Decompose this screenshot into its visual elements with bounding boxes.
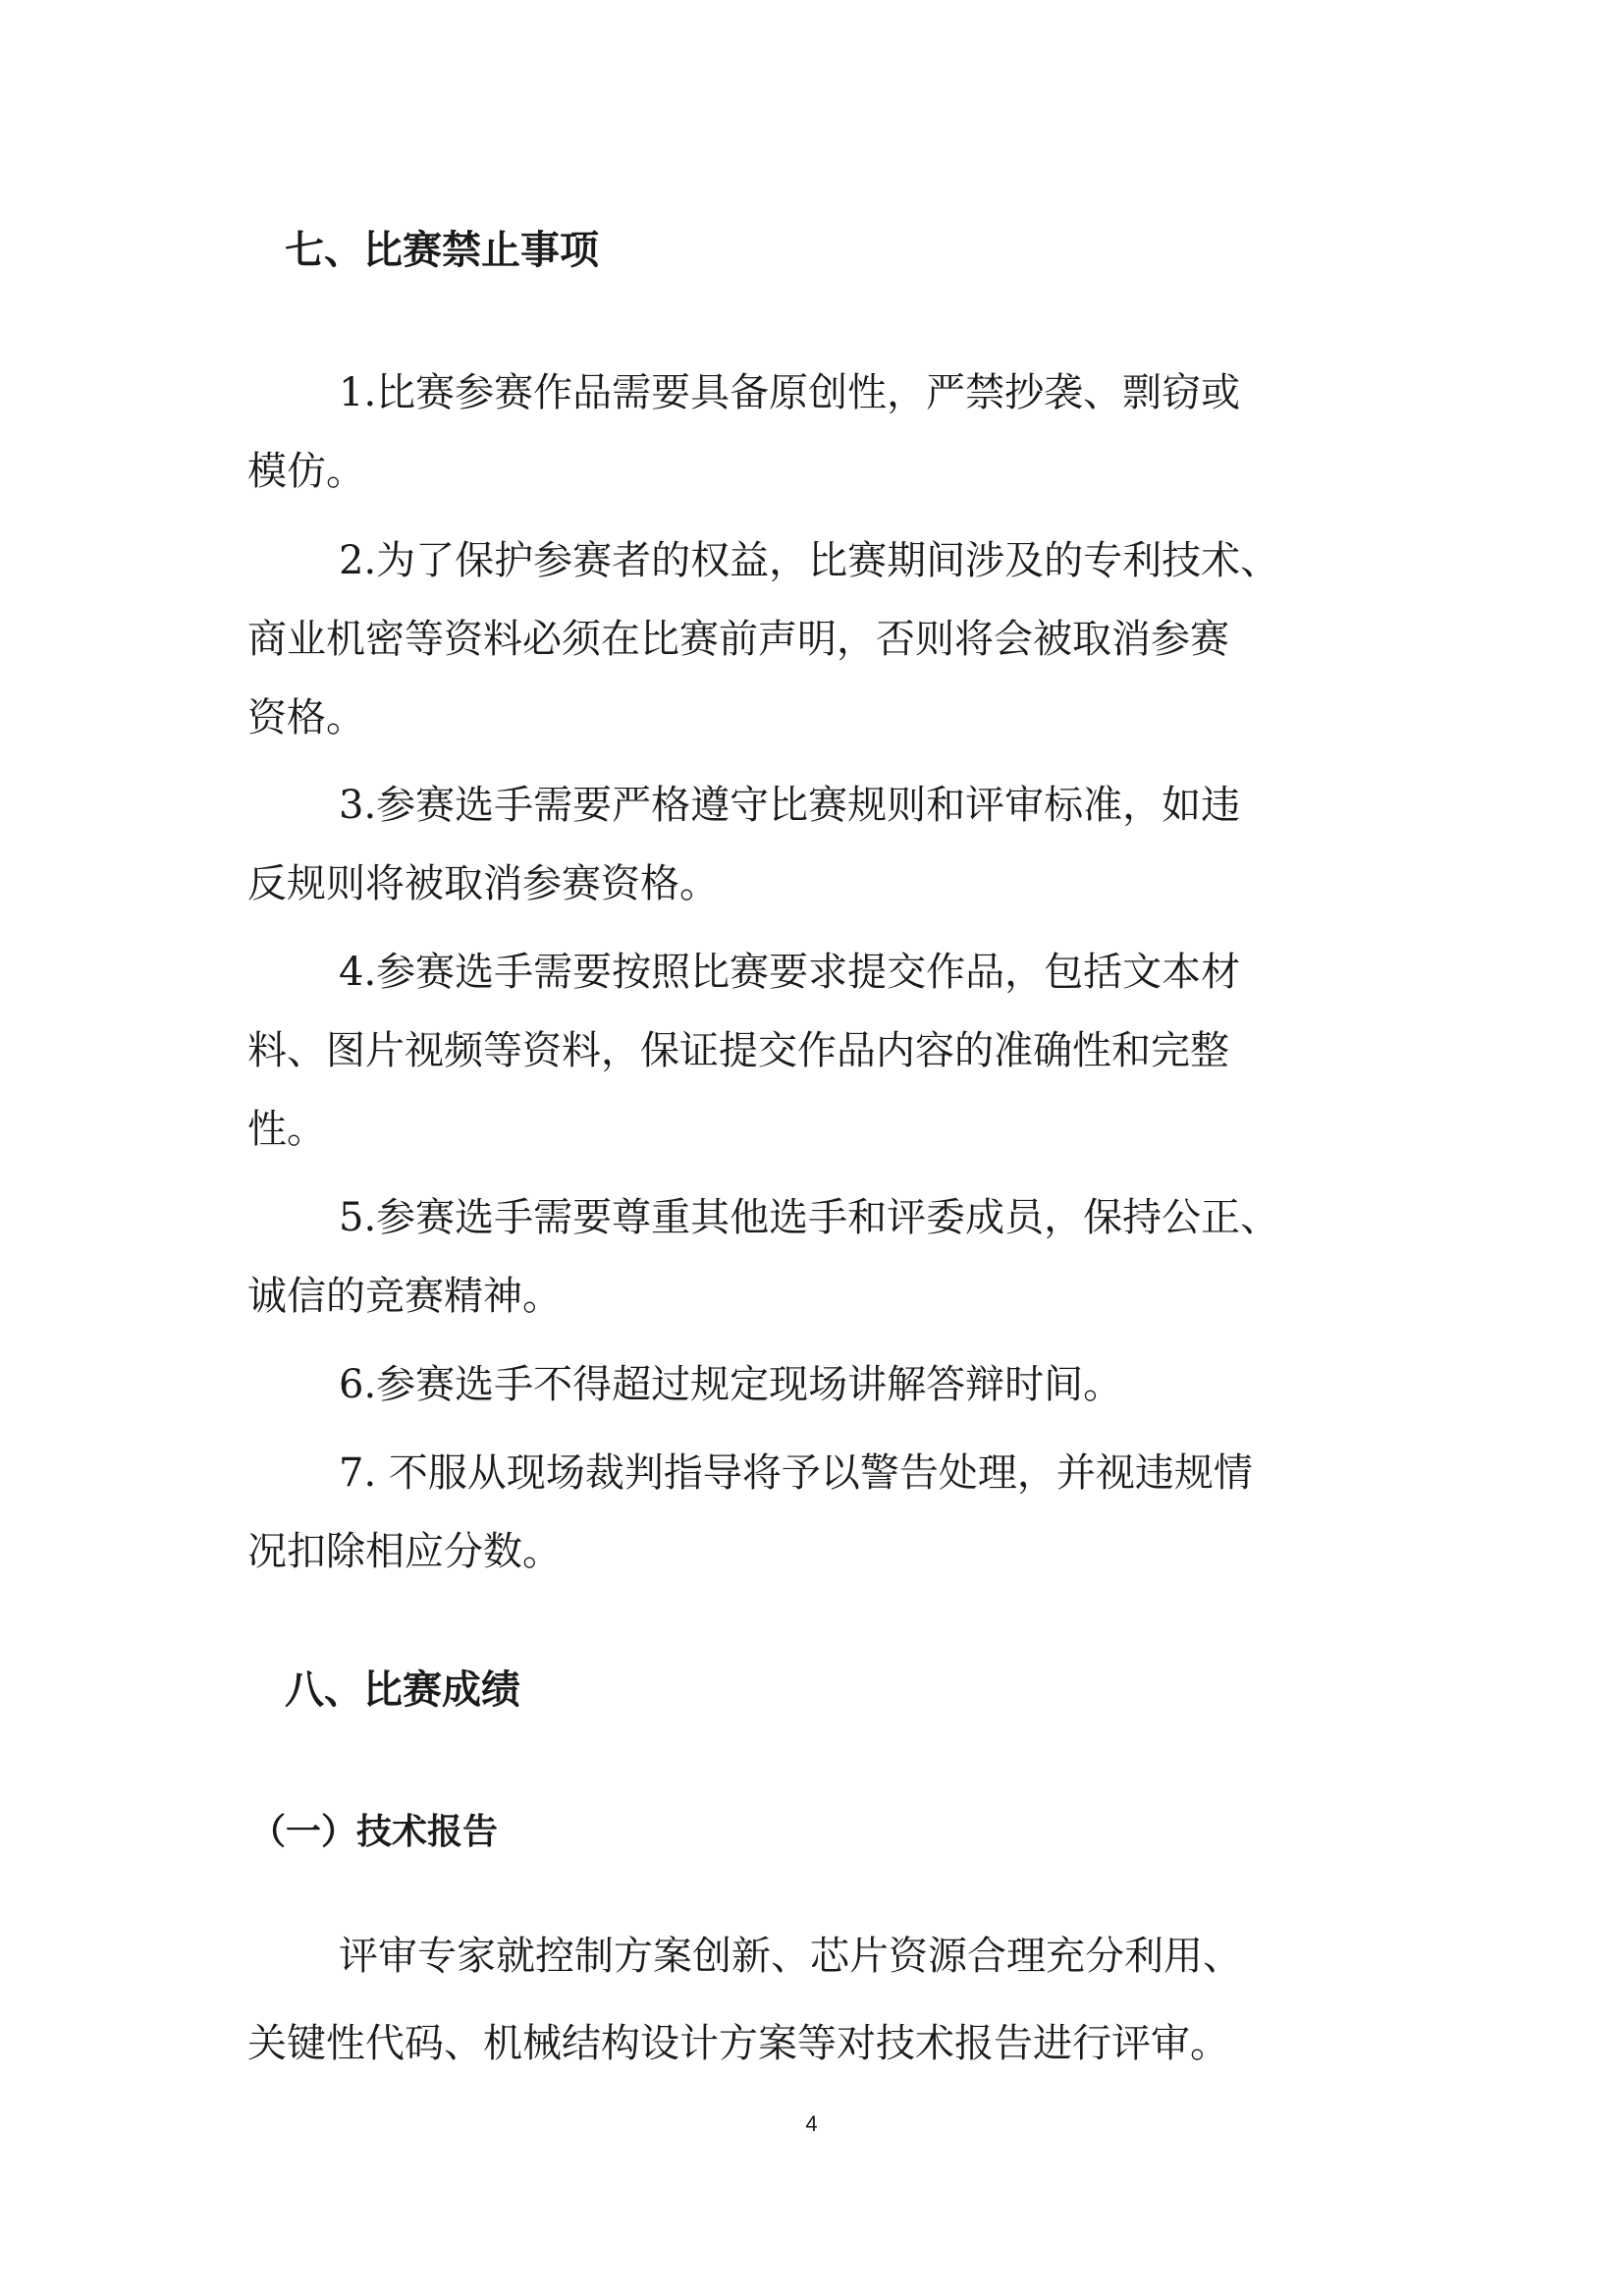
item-2-line-1: 2.为了保护参赛者的权益，比赛期间涉及的专利技术、 <box>339 538 1280 583</box>
page-number: 4 <box>805 2111 818 2136</box>
item-6-line-1: 6.参赛选手不得超过规定现场讲解答辩时间。 <box>339 1362 1123 1407</box>
item-4-line-1: 4.参赛选手需要按照比赛要求提交作品，包括文本材 <box>339 950 1241 995</box>
item-7-line-2: 况扣除相应分数。 <box>247 1529 562 1574</box>
item-1-line-1: 1.比赛参赛作品需要具备原创性，严禁抄袭、剽窃或 <box>339 370 1241 415</box>
item-4-line-3: 性。 <box>247 1107 326 1152</box>
item-3-line-2: 反规则将被取消参赛资格。 <box>247 861 719 906</box>
item-2-line-3: 资格。 <box>247 695 365 740</box>
item-4-line-2: 料、图片视频等资料，保证提交作品内容的准确性和完整 <box>247 1028 1229 1073</box>
section-7-heading: 七、比赛禁止事项 <box>285 228 599 273</box>
item-5-line-2: 诚信的竞赛精神。 <box>247 1274 562 1319</box>
item-1-line-2: 模仿。 <box>247 449 365 494</box>
item-2-line-2: 商业机密等资料必须在比赛前声明，否则将会被取消参赛 <box>247 617 1229 662</box>
item-5-line-1: 5.参赛选手需要尊重其他选手和评委成员，保持公正、 <box>339 1195 1280 1240</box>
section-8-heading: 八、比赛成绩 <box>285 1667 520 1713</box>
subsection-1-line-2: 关键性代码、机械结构设计方案等对技术报告进行评审。 <box>247 2021 1229 2066</box>
item-3-line-1: 3.参赛选手需要严格遵守比赛规则和评审标准，如违 <box>339 783 1241 828</box>
item-7-line-1: 7. 不服从现场裁判指导将予以警告处理，并视违规情 <box>339 1450 1253 1496</box>
subsection-1-line-1: 评审专家就控制方案创新、芯片资源合理充分利用、 <box>339 1934 1242 1979</box>
subsection-1-heading: （一）技术报告 <box>250 1812 499 1852</box>
